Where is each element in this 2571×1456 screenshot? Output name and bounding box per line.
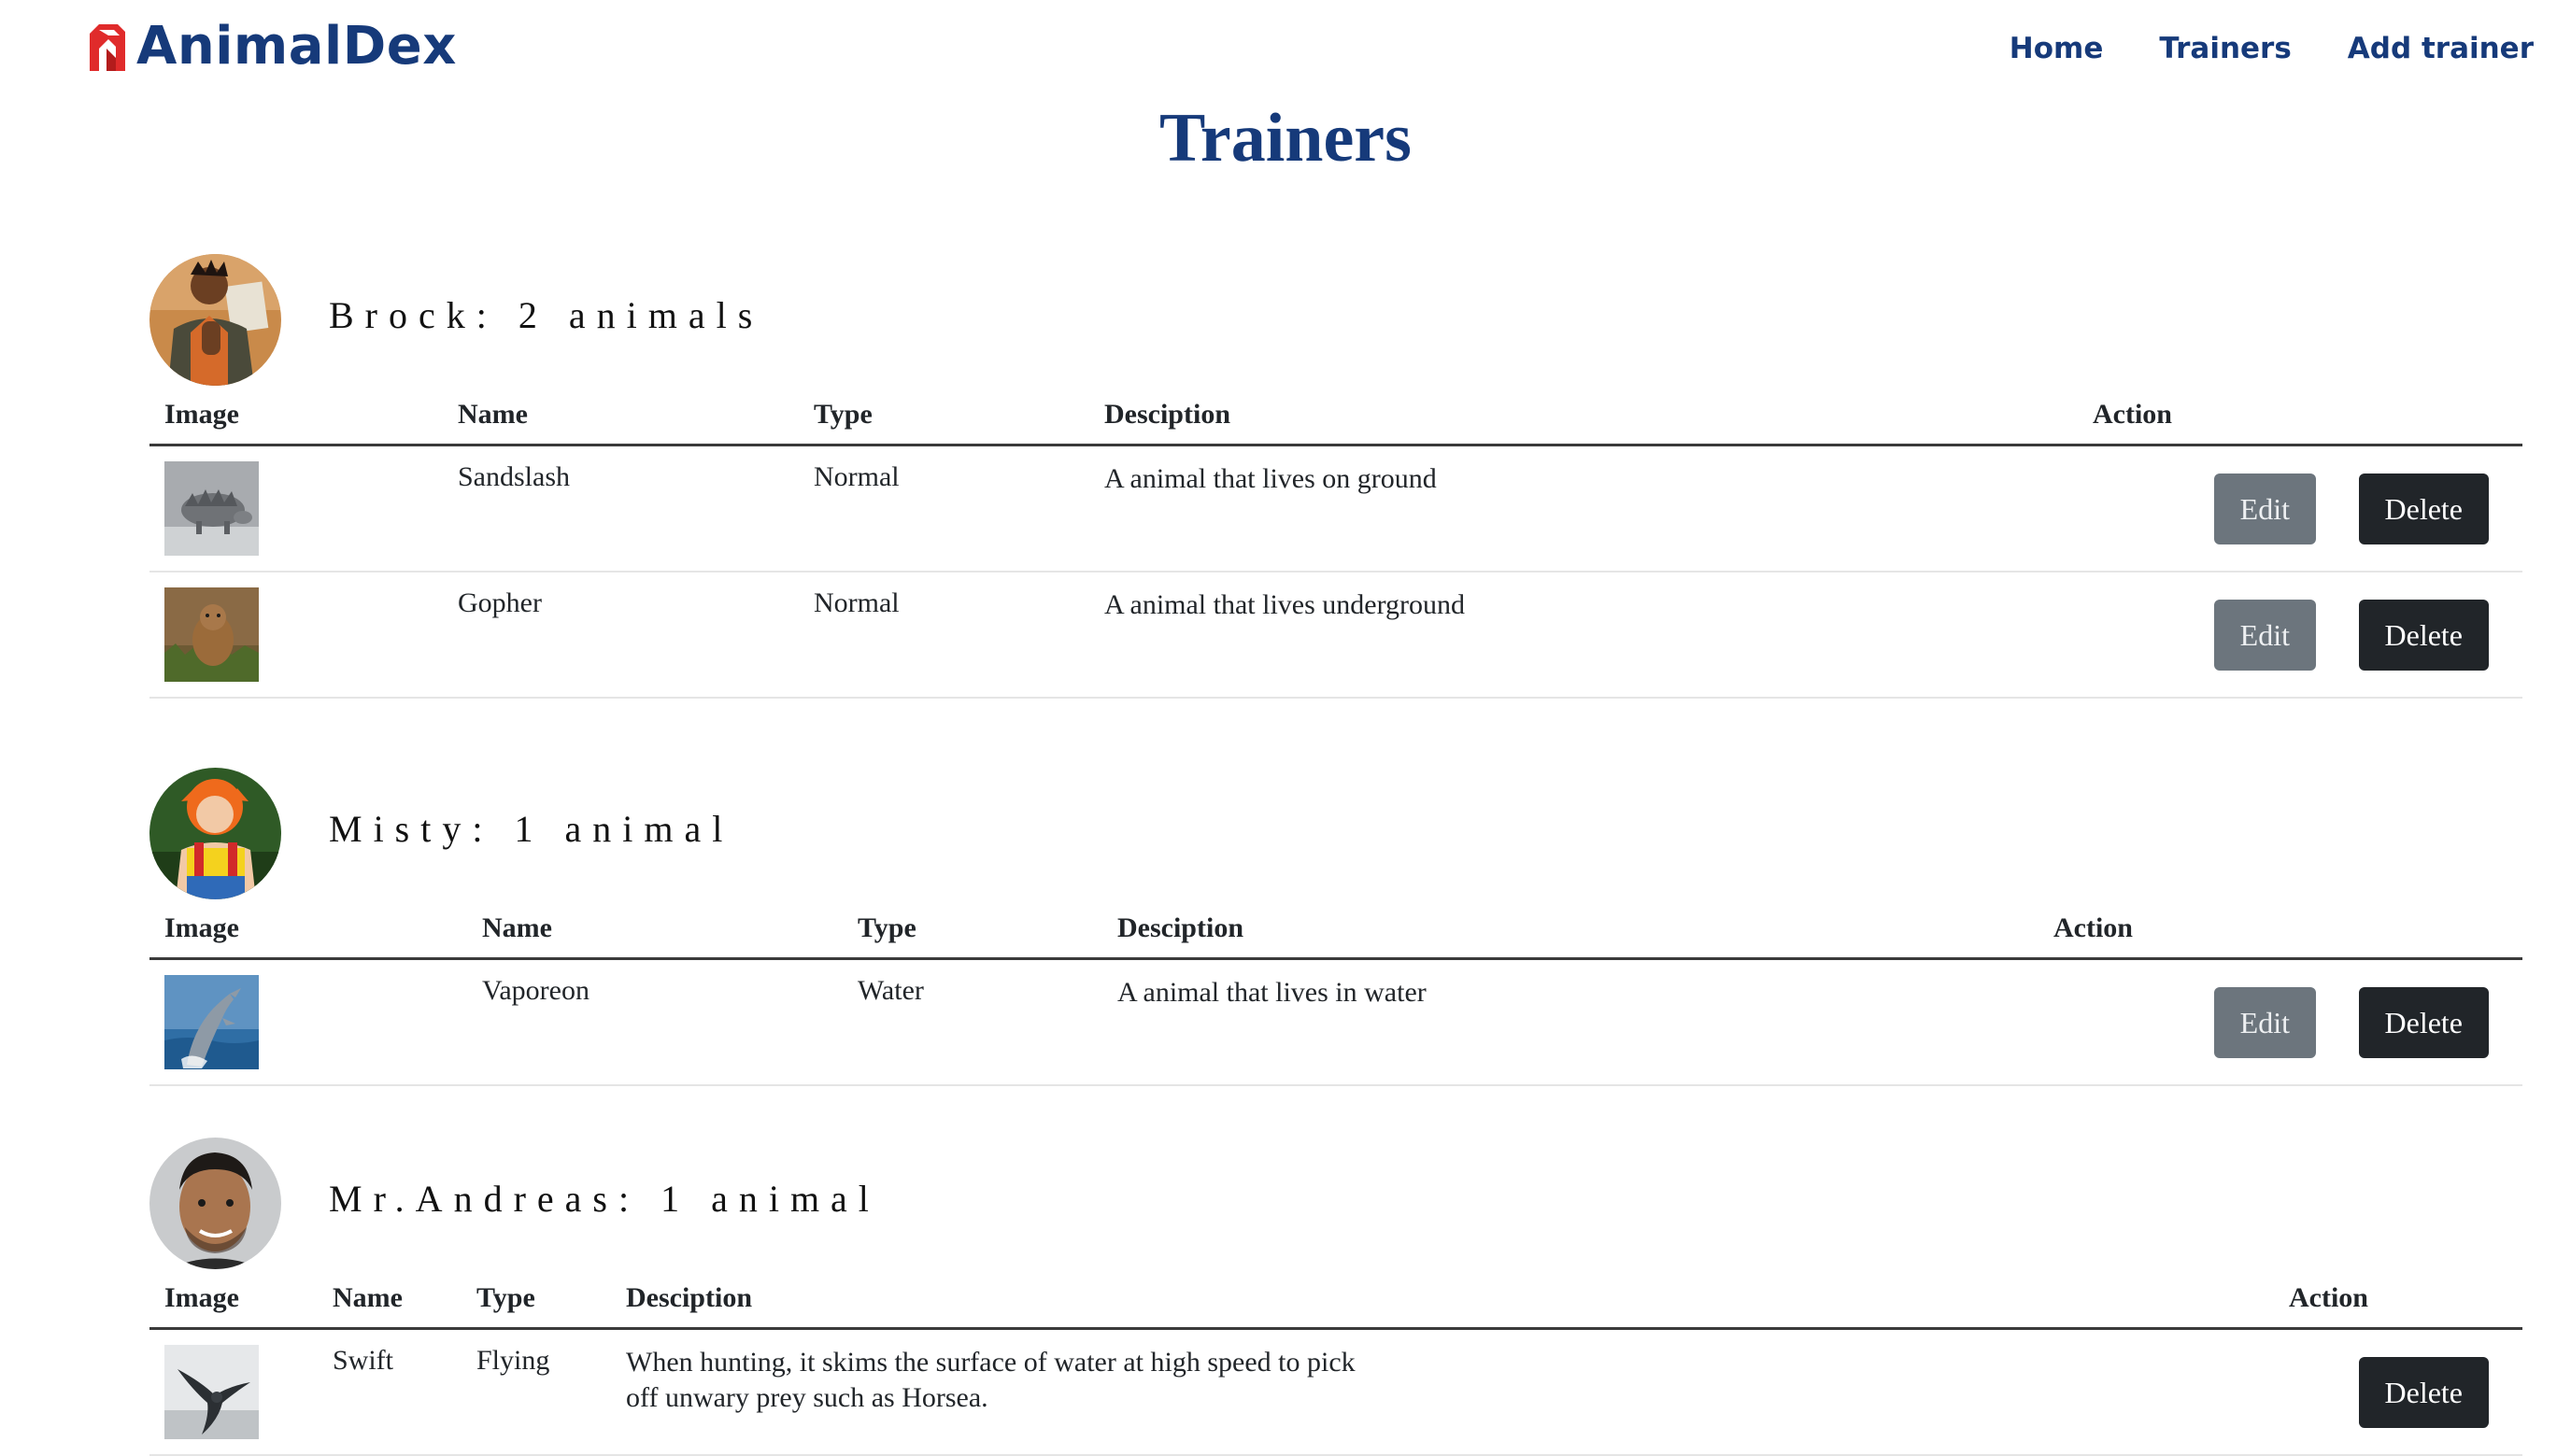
column-header-name: Name [467,903,843,959]
delete-button[interactable]: Delete [2359,987,2490,1058]
table-row [149,1329,2522,1456]
animal-description-line: When hunting, it skims the surface of water at high speed to pick [626,1347,1356,1378]
brand-link[interactable] [86,16,457,77]
column-header-action: Action [2078,389,2522,445]
table-header-row [149,389,2522,445]
column-header-description: Desciption [1102,903,2038,959]
animals-table [149,903,2522,1086]
column-header-name: Name [318,1273,462,1329]
edit-button[interactable]: Edit [2214,474,2316,544]
trainer-header [149,1138,2522,1273]
column-header-type: Type [799,389,1089,445]
animal-image-cell [149,572,443,698]
column-header-action: Action [2274,1273,2522,1329]
column-header-type: Type [843,903,1102,959]
column-header-image: Image [149,389,443,445]
trainer-heading: Misty: 1 animal [329,808,734,850]
animal-type: Flying [462,1329,611,1456]
animal-description: A animal that lives in water [1102,959,2038,1086]
animals-table [149,389,2522,699]
animal-description [611,1329,2274,1456]
animal-description: A animal that lives on ground [1089,445,2078,573]
column-header-image: Image [149,903,467,959]
edit-button[interactable]: Edit [2214,987,2316,1058]
sandslash-photo [164,461,259,556]
gopher-photo [164,587,259,682]
table-header-row [149,1273,2522,1329]
column-header-action: Action [2038,903,2522,959]
column-header-type: Type [462,1273,611,1329]
swift-photo [164,1345,259,1439]
navbar [0,0,2571,103]
animal-type: Normal [799,445,1089,573]
animal-type: Normal [799,572,1089,698]
animal-actions [2038,959,2522,1086]
vaporeon-photo [164,975,259,1069]
nav-link-home[interactable]: Home [2009,32,2104,65]
animaldex-logo-icon [86,21,129,73]
column-header-description: Desciption [611,1273,2274,1329]
trainer-brock-avatar [149,254,281,386]
table-header-row [149,903,2522,959]
brand-name: AnimalDex [136,16,457,77]
trainer-header [149,254,2522,389]
animal-type: Water [843,959,1102,1086]
animal-name: Sandslash [443,445,799,573]
delete-button[interactable]: Delete [2359,474,2490,544]
nav-link-add-trainer[interactable]: Add trainer [2347,32,2534,65]
animal-description: A animal that lives underground [1089,572,2078,698]
table-row [149,572,2522,698]
trainer-heading: Brock: 2 animals [329,294,764,336]
trainer-misty-avatar [149,768,281,899]
page-title: Trainers [1159,100,1412,177]
animals-table [149,1273,2522,1456]
animal-actions [2274,1329,2522,1456]
column-header-image: Image [149,1273,318,1329]
animal-image-cell [149,1329,318,1456]
trainer-section-misty [149,768,2522,1086]
animal-image-cell [149,445,443,573]
table-row [149,445,2522,573]
animal-actions [2078,572,2522,698]
table-row [149,959,2522,1086]
column-header-name: Name [443,389,799,445]
animal-name: Swift [318,1329,462,1456]
trainer-header [149,768,2522,903]
nav-link-trainers[interactable]: Trainers [2159,32,2292,65]
trainer-section-andreas [149,1138,2522,1456]
column-header-description: Desciption [1089,389,2078,445]
animal-description-line: off unwary prey such as Horsea. [626,1381,988,1413]
animal-actions [2078,445,2522,573]
trainer-section-brock [149,254,2522,699]
delete-button[interactable]: Delete [2359,600,2490,671]
animal-name: Gopher [443,572,799,698]
animal-image-cell [149,959,467,1086]
animal-name: Vaporeon [467,959,843,1086]
trainer-heading: Mr.Andreas: 1 animal [329,1178,880,1220]
nav-links [2010,32,2534,65]
delete-button[interactable]: Delete [2359,1357,2490,1428]
edit-button[interactable]: Edit [2214,600,2316,671]
trainer-andreas-avatar [149,1138,281,1269]
